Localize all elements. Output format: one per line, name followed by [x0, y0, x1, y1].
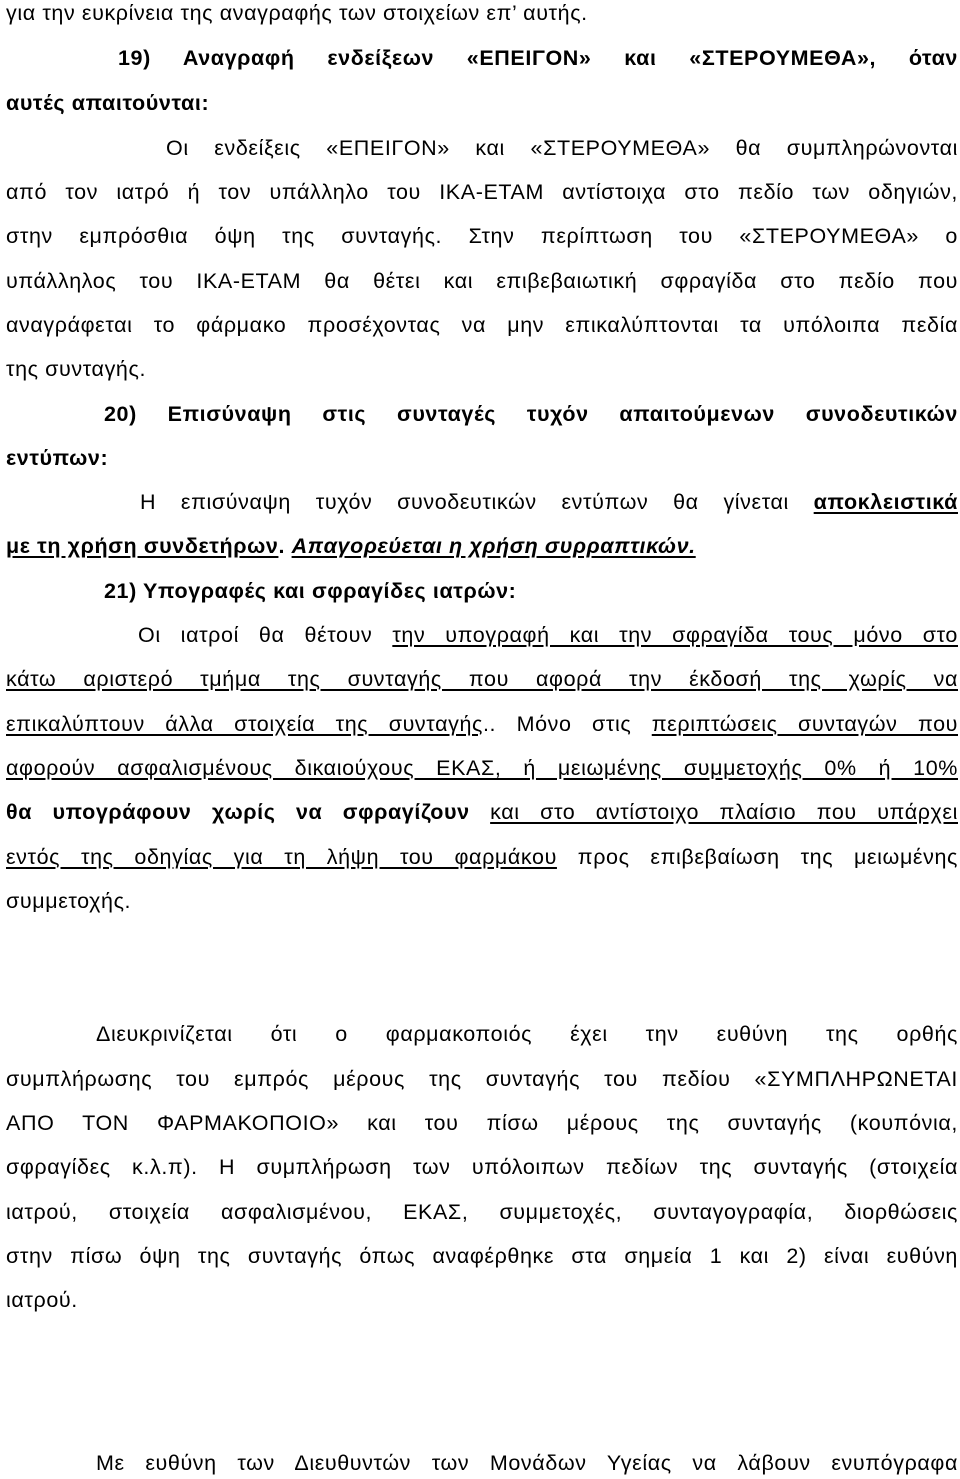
text: στην εμπρόσθια όψη της συνταγής. Στην περίπτωση του «ΣΤΕΡΟΥΜΕΘΑ» ο: [6, 224, 958, 248]
text: ιατρού, στοιχεία ασφαλισμένου, ΕΚΑΣ, συμμετοχές, συνταγογραφία, διορθώσεις: [6, 1200, 958, 1224]
section-20-heading-continued: [6, 443, 958, 473]
text: στην πίσω όψη της συνταγής όπως αναφέρθηκε στα σημεία 1 και 2) είναι ευθύνη: [6, 1244, 958, 1268]
paragraph-line: [138, 620, 958, 650]
underlined-text: και στο αντίστοιχο πλαίσιο που υπάρχει: [490, 800, 958, 824]
text: Με ευθύνη των Διευθυντών των Μονάδων Υγείας να λάβουν ενυπόγραφα: [96, 1451, 958, 1475]
paragraph-line: [6, 1285, 958, 1315]
text: Διευκρινίζεται ότι ο φαρμακοποιός έχει την ευθύνη της ορθής: [96, 1022, 958, 1046]
text: ιατρού.: [6, 1288, 78, 1312]
paragraph-line: [6, 177, 958, 207]
text: συμμετοχής.: [6, 889, 132, 913]
paragraph-line: [166, 133, 958, 163]
paragraph-line: [96, 1448, 958, 1478]
text: Η επισύναψη τυχόν συνοδευτικών εντύπων θα γίνεται: [140, 490, 789, 514]
text: .. Μόνο στις: [482, 712, 632, 736]
text: συμπλήρωσης του εμπρός μέρους της συνταγής του πεδίου «ΣΥΜΠΛΗΡΩΝΕΤΑΙ: [6, 1067, 958, 1091]
paragraph-line: [6, 221, 958, 251]
underlined-text: επικαλύπτουν άλλα στοιχεία της συνταγής: [6, 712, 483, 736]
section-19-heading: [118, 43, 958, 73]
heading-text: 20) Επισύναψη στις συνταγές τυχόν απαιτούμενων συνοδευτικών: [104, 402, 958, 426]
text: προς επιβεβαίωση της μειωμένης: [577, 845, 958, 869]
underlined-text: εντός της οδηγίας για τη λήψη του φαρμάκου: [6, 845, 557, 869]
text: ΑΠΟ ΤΟΝ ΦΑΡΜΑΚΟΠΟΙΟ» και του πίσω μέρους της συνταγής (κουπόνια,: [6, 1111, 958, 1135]
emphasis-text: με τη χρήση συνδετήρων: [6, 534, 279, 558]
paragraph-line: [6, 1152, 958, 1182]
paragraph-line: [6, 753, 958, 783]
section-19-heading-continued: [6, 88, 958, 118]
underlined-text: κάτω αριστερό τμήμα της συνταγής που αφορά την έκδοσή της χωρίς να: [6, 667, 958, 691]
paragraph-line: [6, 1197, 958, 1227]
paragraph-line: [6, 709, 958, 739]
section-20-heading: [104, 399, 958, 429]
paragraph-line: [140, 487, 958, 517]
text: για την ευκρίνεια της αναγραφής των στοιχείων επ’ αυτής.: [6, 1, 588, 25]
underlined-text: την υπογραφή και την σφραγίδα τους μόνο στο: [392, 623, 958, 647]
heading-text: εντύπων:: [6, 446, 109, 470]
paragraph-line: [6, 1241, 958, 1271]
paragraph-line: [6, 1064, 958, 1094]
text: από τον ιατρό ή τον υπάλληλο του ΙΚΑ-ΕΤΑΜ αντίστοιχα στο πεδίο των οδηγιών,: [6, 180, 958, 204]
paragraph-line: [96, 1019, 958, 1049]
section-21-heading: [104, 576, 958, 606]
paragraph-line: [6, 797, 958, 827]
paragraph-line: [6, 266, 958, 296]
paragraph-line: [6, 0, 958, 28]
paragraph-line: [6, 664, 958, 694]
underlined-text: αφορούν ασφαλισμένους δικαιούχους ΕΚΑΣ, ή μειωμένης συμμετοχής 0% ή 10%: [6, 756, 958, 780]
heading-text: αυτές απαιτούνται:: [6, 91, 210, 115]
paragraph-line: [6, 531, 958, 561]
underlined-text: περιπτώσεις συνταγών που: [651, 712, 958, 736]
paragraph-line: [6, 1108, 958, 1138]
text: σφραγίδες κ.λ.π). Η συμπλήρωση των υπόλοιπων πεδίων της συνταγής (στοιχεία: [6, 1155, 958, 1179]
text: Οι ενδείξεις «ΕΠΕΙΓΟΝ» και «ΣΤΕΡΟΥΜΕΘΑ» θα συμπληρώνονται: [166, 136, 958, 160]
heading-text: 21) Υπογραφές και σφραγίδες ιατρών:: [104, 579, 517, 603]
prohibition-text: Απαγορεύεται η χρήση συρραπτικών.: [291, 534, 696, 558]
bold-text: θα υπογράφουν χωρίς να σφραγίζουν: [6, 800, 470, 824]
text: υπάλληλος του ΙΚΑ-ΕΤΑΜ θα θέτει και επιβεβαιωτική σφραγίδα στο πεδίο που: [6, 269, 958, 293]
text: .: [278, 534, 286, 558]
heading-text: 19) Αναγραφή ενδείξεων «ΕΠΕΙΓΟΝ» και «ΣΤΕΡΟΥΜΕΘΑ», όταν: [118, 46, 958, 70]
paragraph-line: [6, 310, 958, 340]
text: αναγράφεται το φάρμακο προσέχοντας να μην επικαλύπτονται τα υπόλοιπα πεδία: [6, 313, 958, 337]
emphasis-text: αποκλειστικά: [813, 490, 958, 514]
paragraph-line: [6, 354, 958, 384]
paragraph-line: [6, 842, 958, 872]
text: της συνταγής.: [6, 357, 147, 381]
text: Οι ιατροί θα θέτουν: [138, 623, 373, 647]
paragraph-line: [6, 886, 958, 916]
